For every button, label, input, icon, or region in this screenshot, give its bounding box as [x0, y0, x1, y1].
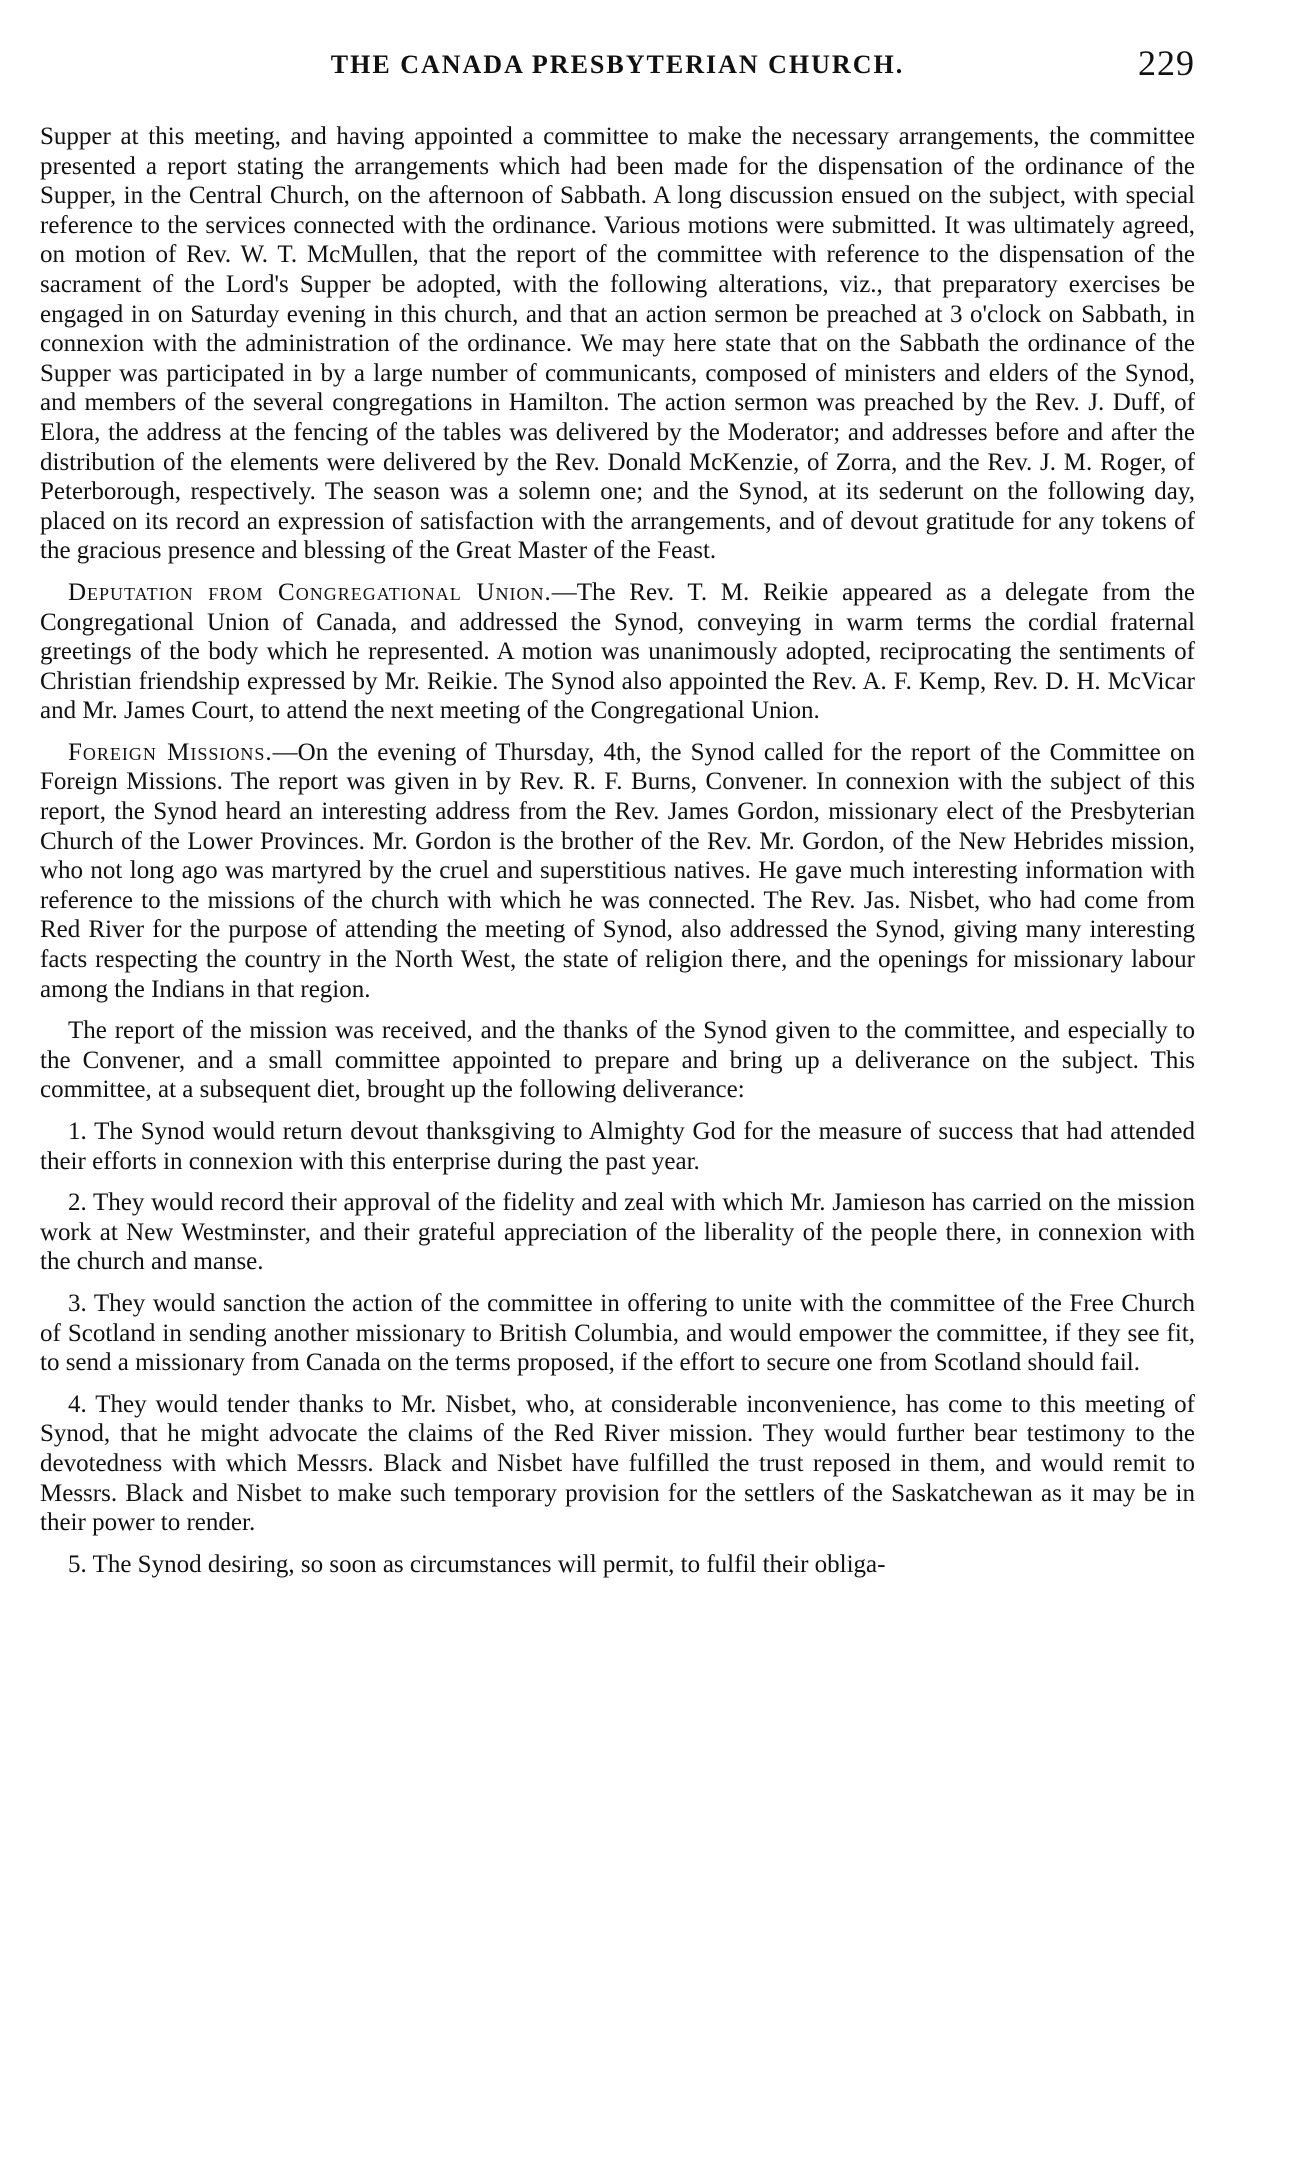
running-head [40, 42, 1195, 102]
foreign-missions-text: —On the evening of Thursday, 4th, the Synod called for the report of the Committee on Foreign Missions. The report was given in by Rev. R. F. Burns, Convener. In connexion with the subject of this report, the Synod heard an interesting address from the Rev. James Gordon, missionary elect of the Presbyterian Church of the Lower Provinces. Mr. Gordon is the brother of the Rev. Mr. Gordon, of the New Hebrides mission, who not long ago was martyred by the cruel and superstitious natives. He gave much interesting information with reference to the missions of the church with which he was connected. The Rev. Jas. Nisbet, who had come from Red River for the purpose of attending the meeting of Synod, also addressed the Synod, giving many interesting facts respecting the country in the North West, the state of religion there, and the openings for missionary labour among the Indians in that region. [40, 738, 1195, 1003]
deputation-text: —The Rev. T. M. Reikie appeared as a delegate from the Congregational Union of Canada, and addressed the Synod, conveying in warm terms the cordial fraternal greetings of the body which he represented. A motion was unanimously adopted, reciprocating the sentiments of Christian friendship expressed by Mr. Reikie. The Synod also appointed the Rev. A. F. Kemp, Rev. D. H. McVicar and Mr. James Court, to attend the next meeting of the Congregational Union. [40, 578, 1196, 725]
paragraph-foreign-missions [40, 738, 1195, 1004]
paragraph-report-received: The report of the mission was received, and the thanks of the Synod given to the committee, and especially to the Convener, and a small committee appointed to prepare and bring up a deliverance on the subject. This committee, at a subsequent diet, brought up the following deliverance: [40, 1017, 1195, 1104]
resolution-item-4: 4. They would tender thanks to Mr. Nisbet, who, at considerable inconvenience, has come to this meeting of Synod, that he might advocate the claims of the Red River mission. They would further bear testimony to the devotedness with which Messrs. Black and Nisbet have fulfilled the trust reposed in them, and would remit to Messrs. Black and Nisbet to make such temporary provision for the settlers of the Saskatchewan as it may be in their power to render. [40, 1390, 1195, 1537]
body-text [40, 122, 1195, 1579]
resolution-item-3: 3. They would sanction the action of the committee in offering to unite with the committee of the Free Church of Scotland in sending another missionary to British Columbia, and would empower the committee, if they see fit, to send a missionary from Canada on the terms proposed, if the effort to secure one from Scotland should fail. [40, 1289, 1195, 1377]
resolution-item-2: 2. They would record their approval of the fidelity and zeal with which Mr. Jamieson has carried on the mission work at New Westminster, and their grateful appreciation of the liberality of the people there, in connexion with the church and manse. [40, 1189, 1195, 1276]
running-title: THE CANADA PRESBYTERIAN CHURCH. [330, 50, 905, 79]
section-heading-foreign-missions: Foreign Missions. [68, 738, 273, 766]
paragraph-supper: Supper at this meeting, and having appointed a committee to make the necessary arrangements, the committee presented a report stating the arrangements which had been made for the dispensation of the ordinance of the Supper, in the Central Church, on the afternoon of Sabbath. A long discussion ensued on the subject, with special reference to the services connected with the ordinance. Various motions were submitted. It was ultimately agreed, on motion of Rev. W. T. McMullen, that the report of the committee with reference to the dispensation of the sacrament of the Lord's Supper be adopted, with the following alterations, viz., that preparatory exercises be engaged in on Saturday evening in this church, and that an action sermon be preached at 3 o'clock on Sabbath, in connexion with the administration of the ordinance. We may here state that on the Sabbath the ordinance of the Supper was participated in by a large number of communicants, composed of ministers and elders of the Synod, and members of the several congregations in Hamilton. The action sermon was preached by the Rev. J. Duff, of Elora, the address at the fencing of the tables was delivered by the Moderator; and addresses before and after the distribution of the elements were delivered by the Rev. Donald McKenzie, of Zorra, and the Rev. J. M. Roger, of Peterborough, respectively. The season was a solemn one; and the Synod, at its sederunt on the following day, placed on its record an expression of satisfaction with the arrangements, and of devout gratitude for any tokens of the gracious presence and blessing of the Great Master of the Feast. [40, 123, 1195, 565]
page-number: 229 [1138, 43, 1195, 83]
resolution-item-5: 5. The Synod desiring, so soon as circumstances will permit, to fulfil their obliga- [68, 1550, 886, 1578]
resolution-item-1: 1. The Synod would return devout thanksgiving to Almighty God for the measure of success that had attended their efforts in connexion with this enterprise during the past year. [40, 1118, 1195, 1175]
document-page [40, 42, 1195, 1591]
section-heading-deputation: Deputation from Congregational Union. [68, 578, 552, 606]
paragraph-deputation [40, 578, 1195, 726]
